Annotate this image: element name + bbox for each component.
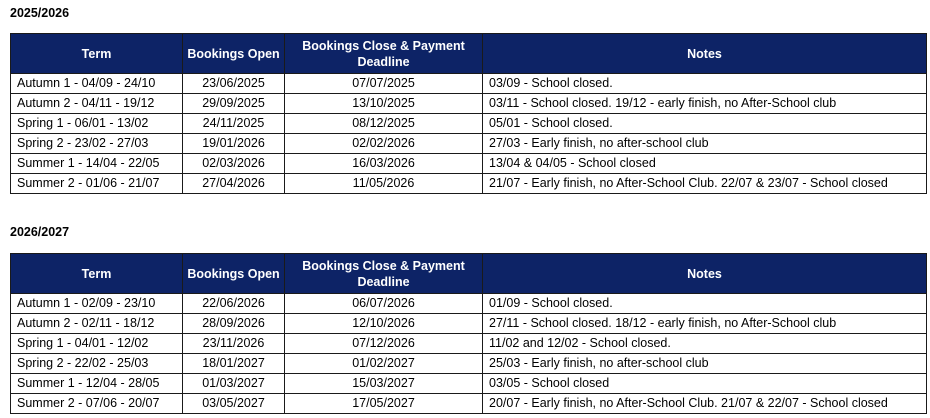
bookings-close-cell: 13/10/2025 <box>285 94 483 114</box>
table-row <box>11 154 927 174</box>
notes-cell: 03/11 - School closed. 19/12 - early finish, no After-School club <box>483 94 927 114</box>
bookings-open-cell: 23/06/2025 <box>183 74 285 94</box>
bookings-open-cell: 18/01/2027 <box>183 354 285 374</box>
bookings-open-cell: 19/01/2026 <box>183 134 285 154</box>
column-header-bookings-close: Bookings Close & Payment Deadline <box>285 34 483 74</box>
bookings-open-cell: 03/05/2027 <box>183 394 285 414</box>
bookings-open-cell: 22/06/2026 <box>183 294 285 314</box>
term-cell: Autumn 1 - 02/09 - 23/10 <box>11 294 183 314</box>
term-cell: Autumn 1 - 04/09 - 24/10 <box>11 74 183 94</box>
term-cell: Autumn 2 - 02/11 - 18/12 <box>11 314 183 334</box>
bookings-close-cell: 01/02/2027 <box>285 354 483 374</box>
table-row <box>11 74 927 94</box>
term-cell: Summer 2 - 01/06 - 21/07 <box>11 174 183 194</box>
notes-cell: 03/09 - School closed. <box>483 74 927 94</box>
table-header-row <box>11 254 927 294</box>
table-row <box>11 114 927 134</box>
column-header-term: Term <box>11 34 183 74</box>
table-row <box>11 294 927 314</box>
bookings-open-cell: 27/04/2026 <box>183 174 285 194</box>
term-cell: Summer 1 - 14/04 - 22/05 <box>11 154 183 174</box>
table-row <box>11 374 927 394</box>
bookings-open-cell: 29/09/2025 <box>183 94 285 114</box>
notes-cell: 27/11 - School closed. 18/12 - early finish, no After-School club <box>483 314 927 334</box>
column-header-bookings-open: Bookings Open <box>183 254 285 294</box>
bookings-open-cell: 24/11/2025 <box>183 114 285 134</box>
table-header-row <box>11 34 927 74</box>
notes-cell: 01/09 - School closed. <box>483 294 927 314</box>
column-header-bookings-close: Bookings Close & Payment Deadline <box>285 254 483 294</box>
bookings-close-cell: 16/03/2026 <box>285 154 483 174</box>
table-row <box>11 354 927 374</box>
bookings-close-cell: 02/02/2026 <box>285 134 483 154</box>
notes-cell: 25/03 - Early finish, no after-school club <box>483 354 927 374</box>
table-row <box>11 134 927 154</box>
term-cell: Autumn 2 - 04/11 - 19/12 <box>11 94 183 114</box>
bookings-close-cell: 12/10/2026 <box>285 314 483 334</box>
table-row <box>11 394 927 414</box>
notes-cell: 11/02 and 12/02 - School closed. <box>483 334 927 354</box>
bookings-open-cell: 23/11/2026 <box>183 334 285 354</box>
notes-cell: 05/01 - School closed. <box>483 114 927 134</box>
term-cell: Summer 2 - 07/06 - 20/07 <box>11 394 183 414</box>
bookings-close-cell: 07/12/2026 <box>285 334 483 354</box>
notes-cell: 20/07 - Early finish, no After-School Club. 21/07 & 22/07 - School closed <box>483 394 927 414</box>
notes-cell: 27/03 - Early finish, no after-school club <box>483 134 927 154</box>
table-row <box>11 94 927 114</box>
table-row <box>11 174 927 194</box>
bookings-close-cell: 07/07/2025 <box>285 74 483 94</box>
section-title-2025-2026: 2025/2026 <box>10 6 70 20</box>
notes-cell: 13/04 & 04/05 - School closed <box>483 154 927 174</box>
notes-cell: 21/07 - Early finish, no After-School Club. 22/07 & 23/07 - School closed <box>483 174 927 194</box>
bookings-open-cell: 28/09/2026 <box>183 314 285 334</box>
table-row <box>11 314 927 334</box>
column-header-notes: Notes <box>483 34 927 74</box>
term-cell: Spring 1 - 06/01 - 13/02 <box>11 114 183 134</box>
column-header-bookings-open: Bookings Open <box>183 34 285 74</box>
term-cell: Summer 1 - 12/04 - 28/05 <box>11 374 183 394</box>
bookings-close-cell: 08/12/2025 <box>285 114 483 134</box>
bookings-open-cell: 01/03/2027 <box>183 374 285 394</box>
bookings-close-cell: 15/03/2027 <box>285 374 483 394</box>
term-cell: Spring 2 - 23/02 - 27/03 <box>11 134 183 154</box>
bookings-close-cell: 11/05/2026 <box>285 174 483 194</box>
section-title-2026-2027: 2026/2027 <box>10 225 70 239</box>
term-table-2025-2026 <box>10 33 927 194</box>
term-cell: Spring 1 - 04/01 - 12/02 <box>11 334 183 354</box>
notes-cell: 03/05 - School closed <box>483 374 927 394</box>
term-cell: Spring 2 - 22/02 - 25/03 <box>11 354 183 374</box>
term-table-2026-2027 <box>10 253 927 414</box>
column-header-term: Term <box>11 254 183 294</box>
bookings-close-cell: 06/07/2026 <box>285 294 483 314</box>
column-header-notes: Notes <box>483 254 927 294</box>
bookings-close-cell: 17/05/2027 <box>285 394 483 414</box>
table-row <box>11 334 927 354</box>
bookings-open-cell: 02/03/2026 <box>183 154 285 174</box>
